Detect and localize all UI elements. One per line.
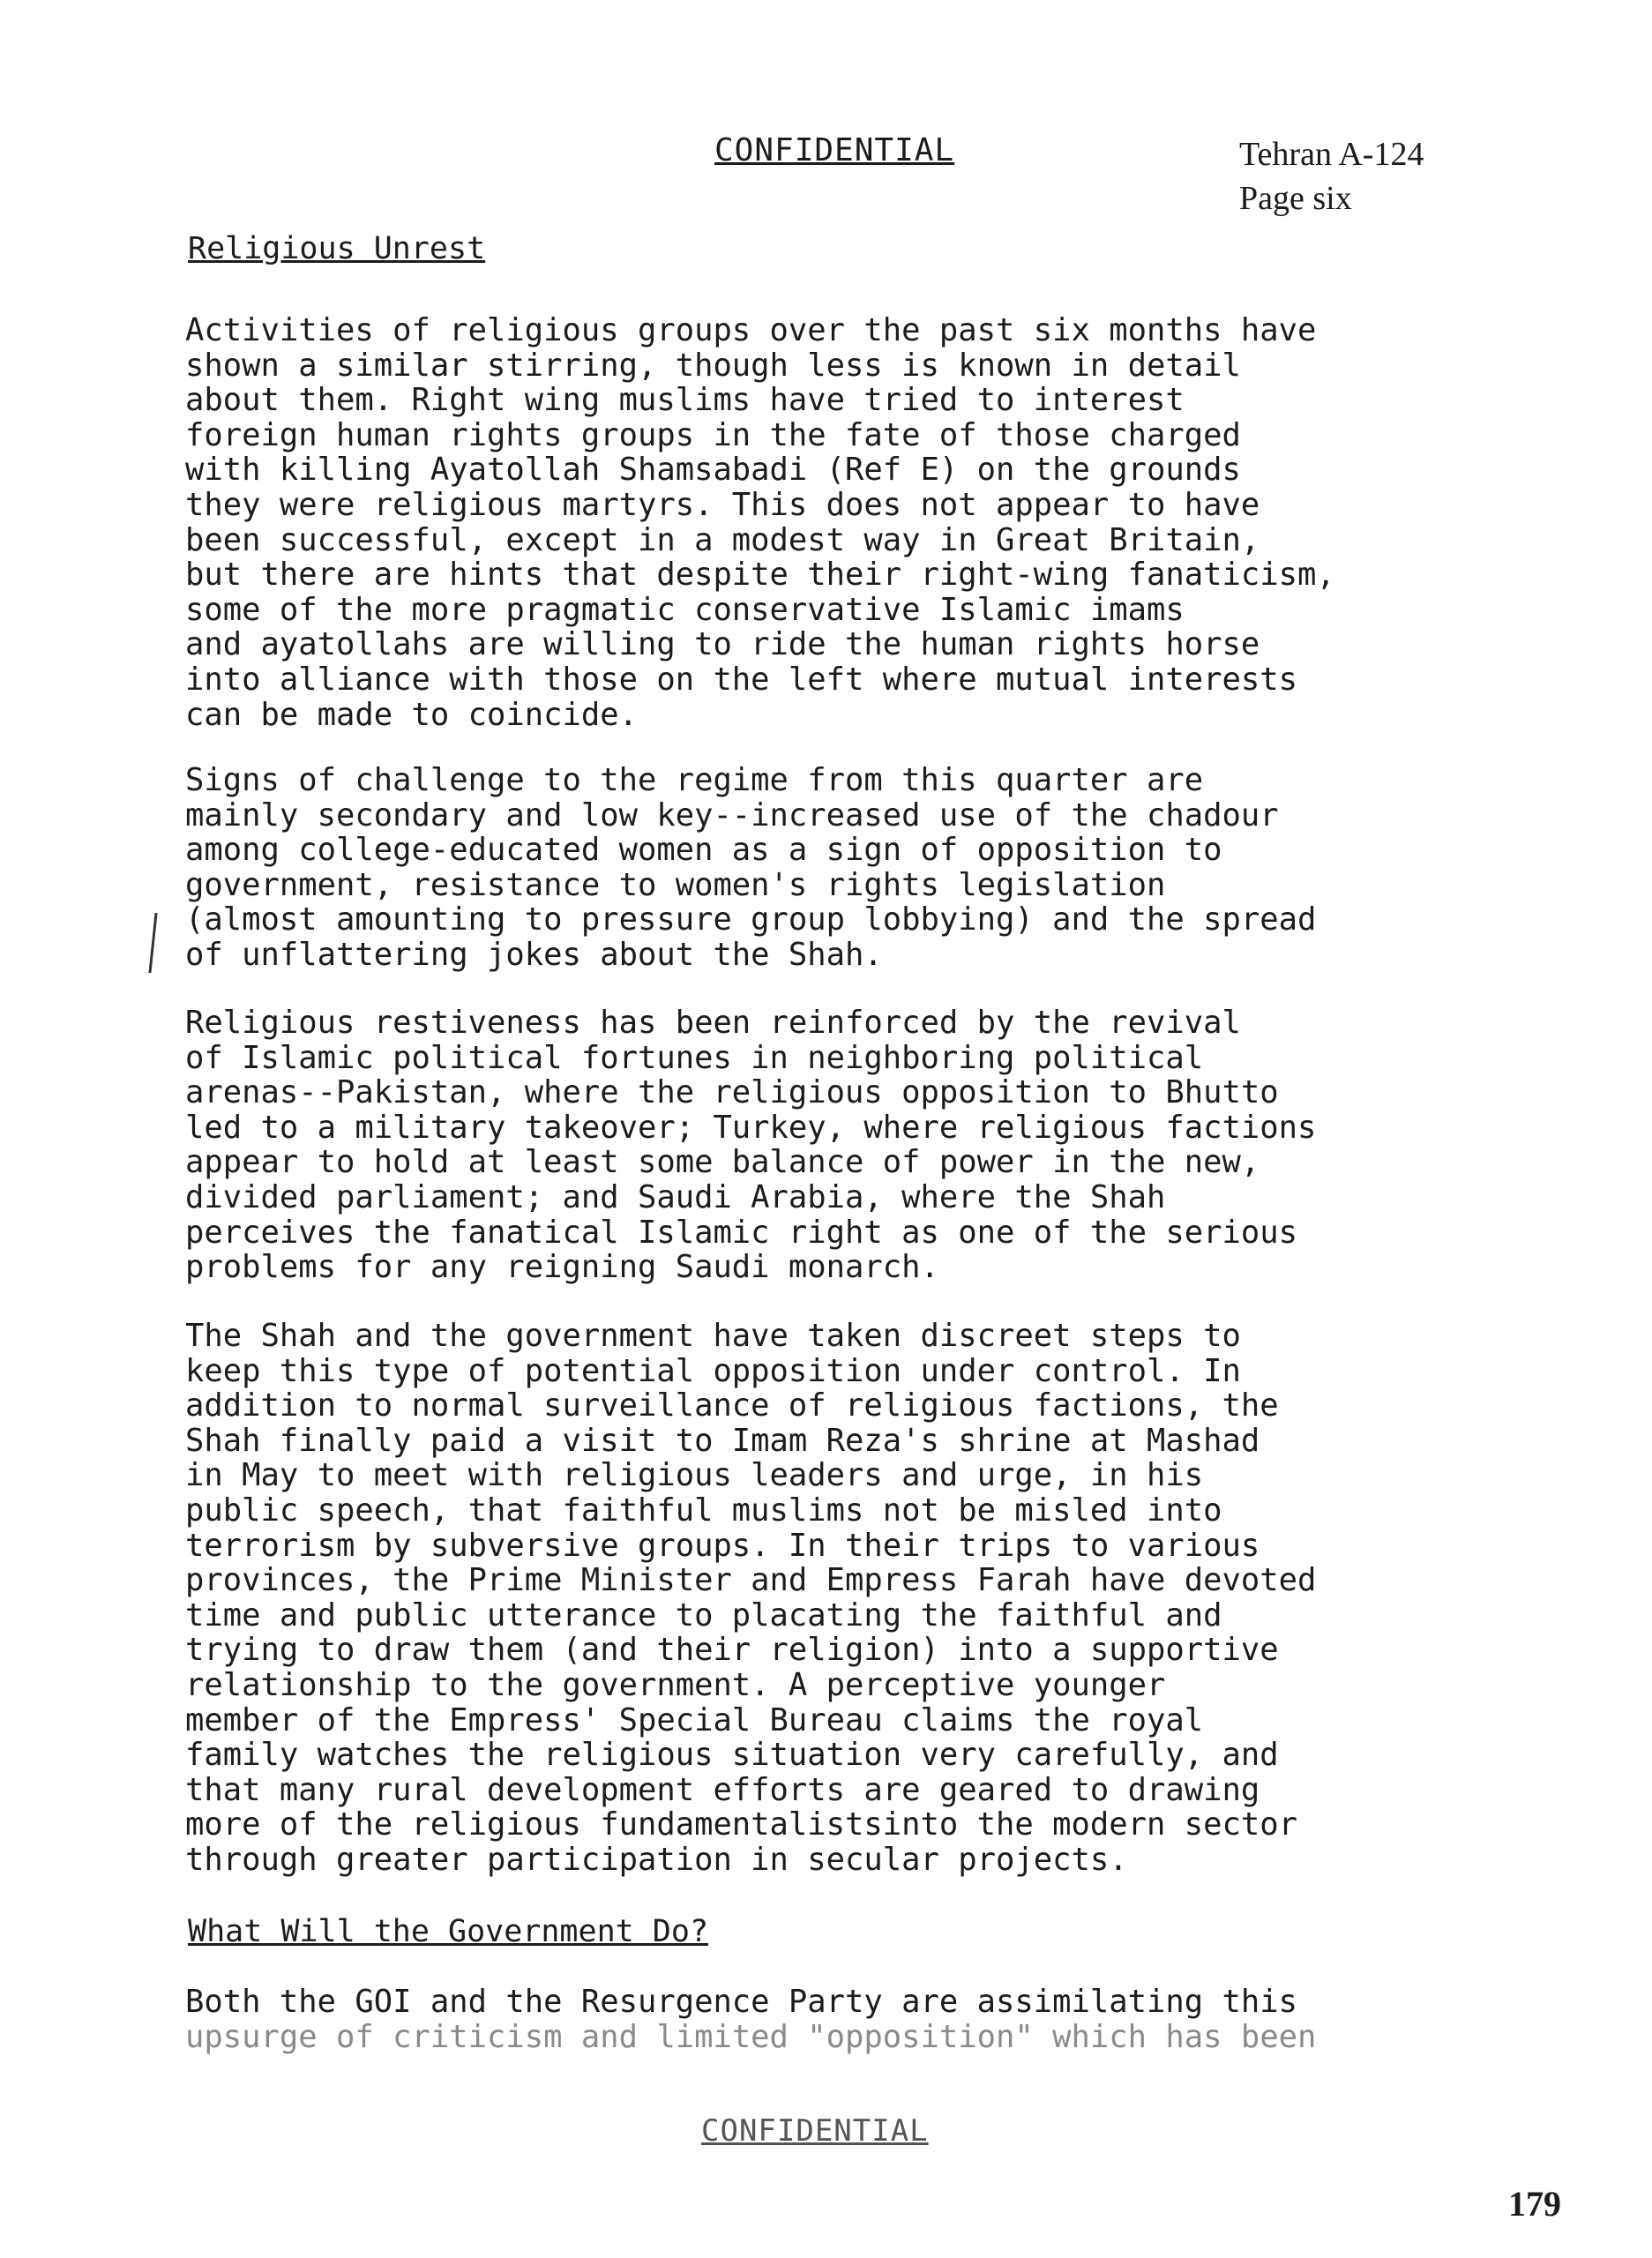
text-line: The Shah and the government have taken discreet steps to (185, 1318, 1241, 1354)
text-line: been successful, except in a modest way in Great Britain, (185, 521, 1260, 558)
text-line: addition to normal surveillance of religious factions, the (185, 1387, 1279, 1424)
text-line: that many rural development efforts are geared to drawing (185, 1771, 1260, 1808)
text-line: upsurge of criticism and limited "opposition" which has been (185, 2018, 1317, 2055)
paragraph (185, 1985, 1508, 2054)
text-line: and ayatollahs are willing to ride the human rights horse (185, 626, 1260, 663)
text-line: Shah finally paid a visit to Imam Reza's shrine at Mashad (185, 1422, 1260, 1459)
text-line: provinces, the Prime Minister and Empress Farah have devoted (185, 1562, 1317, 1599)
text-line: divided parliament; and Saudi Arabia, where the Shah (185, 1178, 1166, 1215)
text-line: Signs of challenge to the regime from this quarter are (185, 762, 1204, 798)
text-line: of unflattering jokes about the Shah. (185, 936, 883, 973)
text-line: more of the religious fundamentalistsinto the modern sector (185, 1806, 1297, 1843)
document-reference: Tehran A-124 (1239, 136, 1424, 173)
section-heading-religious-unrest: Religious Unrest (188, 231, 486, 266)
text-line: in May to meet with religious leaders and urge, in his (185, 1457, 1204, 1494)
text-line: of Islamic political fortunes in neighboring political (185, 1039, 1204, 1076)
text-line: Both the GOI and the Resurgence Party are assimilating this (185, 1984, 1297, 2020)
text-line: family watches the religious situation very carefully, and (185, 1737, 1279, 1774)
header-classification: CONFIDENTIAL (714, 132, 955, 168)
page-number: 179 (1508, 2184, 1561, 2224)
text-line: perceives the fanatical Islamic right as one of the serious (185, 1214, 1297, 1251)
text-line: (almost amounting to pressure group lobbying) and the spread (185, 901, 1317, 938)
text-line: public speech, that faithful muslims not be misled into (185, 1492, 1222, 1529)
text-line: can be made to coincide. (185, 696, 638, 733)
text-line: foreign human rights groups in the fate of those charged (185, 416, 1241, 453)
section-heading-what-will-the-government-do: What Will the Government Do? (188, 1914, 709, 1949)
text-line: mainly secondary and low key--increased use of the chadour (185, 796, 1279, 834)
text-line: but there are hints that despite their right-wing fanaticism, (185, 557, 1335, 594)
text-line: with killing Ayatollah Shamsabadi (Ref E) on the grounds (185, 452, 1241, 489)
text-line: government, resistance to women's rights legislation (185, 866, 1166, 903)
text-line: member of the Empress' Special Bureau claims the royal (185, 1701, 1204, 1738)
text-line: terrorism by subversive groups. In their trips to various (185, 1527, 1260, 1564)
footer-classification: CONFIDENTIAL (701, 2113, 929, 2149)
text-line: Religious restiveness has been reinforced by the revival (185, 1005, 1241, 1041)
paragraph (185, 313, 1508, 732)
paragraph (185, 1319, 1508, 1878)
text-line: about them. Right wing muslims have tried to interest (185, 382, 1185, 419)
text-line: among college-educated women as a sign of opposition to (185, 832, 1222, 869)
header-reference-block (1239, 132, 1424, 221)
text-line: trying to draw them (and their religion) into a supportive (185, 1632, 1279, 1669)
text-line: shown a similar stirring, though less is known in detail (185, 347, 1241, 384)
text-line: relationship to the government. A perceptive younger (185, 1666, 1166, 1703)
text-line: arenas--Pakistan, where the religious opposition to Bhutto (185, 1074, 1279, 1111)
text-line: time and public utterance to placating the faithful and (185, 1596, 1222, 1634)
handwritten-margin-mark (148, 913, 166, 973)
text-line: Activities of religious groups over the past six months have (185, 312, 1317, 348)
text-line: keep this type of potential opposition under control. In (185, 1352, 1241, 1389)
text-line: through greater participation in secular projects. (185, 1841, 1128, 1878)
text-line: into alliance with those on the left where mutual interests (185, 661, 1297, 698)
text-line: some of the more pragmatic conservative Islamic imams (185, 591, 1185, 628)
paragraph (185, 763, 1508, 973)
text-line: they were religious martyrs. This does not appear to have (185, 486, 1260, 523)
text-line: led to a military takeover; Turkey, where religious factions (185, 1109, 1317, 1146)
page-label: Page six (1239, 180, 1352, 217)
paragraph (185, 1006, 1508, 1285)
text-line: appear to hold at least some balance of power in the new, (185, 1144, 1260, 1181)
text-line: problems for any reigning Saudi monarch. (185, 1249, 939, 1286)
